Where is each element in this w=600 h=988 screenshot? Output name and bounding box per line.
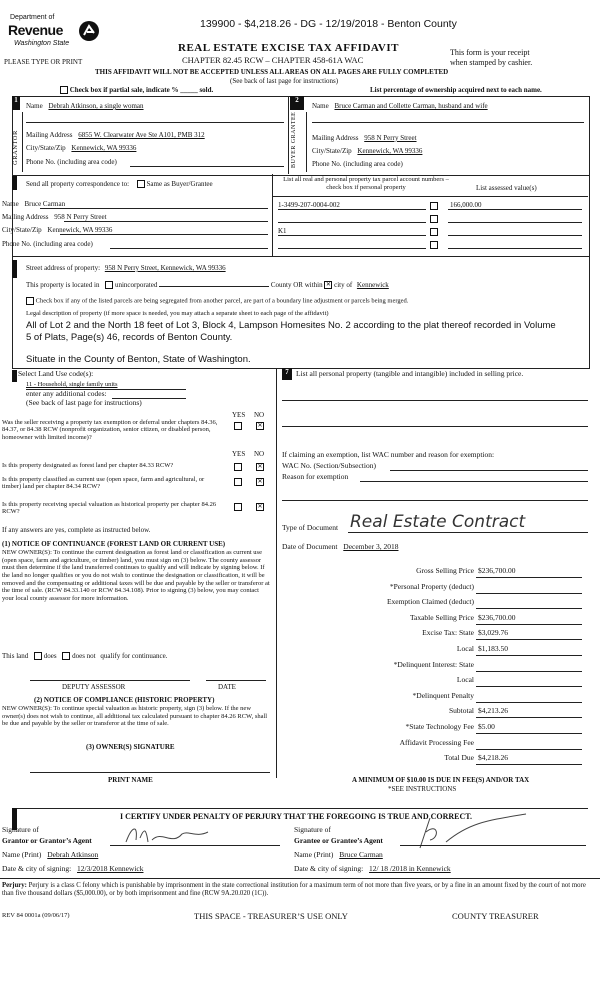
tax-row (282, 597, 588, 611)
grantee-side-label: BUYER GRANTEE (291, 111, 297, 168)
notice-2-text: NEW OWNER(S): To continue special valuation as historic property, sign (3) below. If the new owner(s) does not wish to continue, all additional tax calculated pursuant to chapter 84.26 RCW, shall be due and payable by the seller or transferor at the time of sale. (2, 705, 268, 728)
tax-row (282, 628, 588, 642)
grantor-date-value[interactable]: 12/3/2018 Kennewick (77, 864, 144, 873)
agency-line3: Washington State (14, 40, 70, 47)
does-not-checkbox[interactable] (62, 652, 70, 660)
seller-mailing (26, 131, 205, 139)
parcel-number[interactable]: K1 (278, 227, 287, 235)
grantor-name-label: Name (Print) (2, 850, 42, 859)
grantee-date (294, 865, 481, 874)
treasurer-space: THIS SPACE - TREASURER’S USE ONLY (194, 911, 348, 921)
q4-yes-checkbox[interactable] (234, 503, 242, 511)
same-as-buyer-checkbox[interactable] (137, 180, 145, 188)
receipt-note-1: This form is your receipt (450, 48, 530, 57)
buyer-mailing-label: Mailing Address (312, 134, 359, 142)
q2-yes-checkbox[interactable] (234, 463, 242, 471)
parcel-header: List all real and personal property tax parcel account numbers – check box if personal property (283, 176, 449, 191)
question-1: Was the seller receiving a property tax exemption or deferral under chapters 84.36, 84.37, or 84.38 RCW (nonprofit organization, senior citizen, or disabled person, homeowner with limited income)? (2, 419, 218, 441)
same-as-buyer-label: Same as Buyer/Grantee (146, 180, 213, 188)
seller-name-label: Name (26, 102, 43, 110)
q3-yes-checkbox[interactable] (234, 478, 242, 486)
corr-city-label: City/State/Zip (2, 226, 42, 234)
does-checkbox[interactable] (34, 652, 42, 660)
agency-logo (8, 14, 98, 54)
county-treasurer: COUNTY TREASURER (452, 911, 539, 921)
certify-text: I CERTIFY UNDER PENALTY OF PERJURY THAT THE FOREGOING IS TRUE AND CORRECT. (120, 812, 473, 821)
buyer-phone-label: Phone No. (including area code) (312, 160, 403, 168)
grantee-name (294, 851, 493, 860)
question-2: Is this property designated as forest land per chapter 84.33 RCW? (2, 462, 174, 469)
situate-text: Situate in the County of Benton, State of Washington. (26, 354, 251, 365)
document-date (282, 543, 398, 552)
segregated-line (26, 297, 408, 305)
tax-row-label: Affidavit Processing Fee (399, 737, 474, 747)
tax-row-label: Gross Selling Price (416, 566, 474, 575)
print-note: PLEASE TYPE OR PRINT (4, 58, 83, 66)
seller-mailing-value[interactable]: 6855 W. Clearwater Ave Ste A101, PMB 312 (78, 131, 205, 139)
corr-name-label: Name (2, 200, 19, 208)
tax-row-label: Local (456, 675, 474, 685)
perjury-text: Perjury is a class C felony which is punishable by imprisonment in the state correctional institution for a maximum term of not more than five years, or by a fine in an amount fixed by the court of not more than five thousand dollars ($5,000.00), or by both imprisonment and fine (RCW 9A.20.020 (1C)). (2, 882, 586, 898)
grantor-sig-label-1: Signature of (2, 825, 39, 834)
located-prefix: This property is located in (26, 281, 100, 289)
partial-sale (60, 86, 213, 94)
personal-property-label: List all personal property (tangible and intangible) included in selling price. (296, 369, 524, 378)
county-within-label: County OR within (270, 281, 323, 289)
grantee-sig-label-2: Grantee or Grantee’s Agent (294, 836, 383, 845)
grantor-name-value[interactable]: Debrah Atkinson (47, 850, 99, 859)
parcel-row (276, 226, 586, 238)
question-4: Is this property receiving special valuation as historical property per chapter 84.26 RCW? (2, 501, 217, 516)
location-line (26, 281, 449, 289)
exemption-label: If claiming an exemption, list WAC number and reason for exemption: (282, 450, 495, 459)
grantee-name-value[interactable]: Bruce Carman (339, 850, 383, 859)
land-use-code[interactable]: 11 - Household, single family units (26, 381, 118, 388)
land-use-see-back: (See back of last page for instructions) (26, 398, 142, 407)
document-type-value[interactable]: Real Estate Contract (350, 512, 526, 532)
grantor-date (2, 865, 203, 874)
unincorporated-label: unincorporated (114, 281, 158, 289)
grantee-signature-icon[interactable] (410, 812, 530, 852)
tax-row-value[interactable]: $4,213.26 (478, 706, 508, 716)
tax-row-value[interactable]: $236,700.00 (478, 612, 516, 622)
property-city-value[interactable]: Kennewick (356, 281, 389, 289)
buyer-city (312, 147, 422, 155)
seller-phone-label: Phone No. (including area code) (26, 158, 117, 166)
document-date-label: Date of Document (282, 542, 338, 551)
yes-header-1: YES (232, 411, 246, 419)
assessed-value-header: List assessed value(s) (476, 184, 537, 192)
buyer-city-value[interactable]: Kennewick, WA 99336 (357, 147, 423, 155)
tax-row-label: Exemption Claimed (deduct) (386, 597, 474, 607)
grantee-date-value[interactable]: 12/ 18 /2018 in Kennewick (369, 864, 451, 873)
partial-sale-label: Check box if partial sale, indicate % _____ sold. (69, 86, 214, 94)
correspondence-label-text: Send all property correspondence to: (26, 180, 130, 188)
corr-city-value[interactable]: Kennewick, WA 99336 (47, 226, 113, 234)
seller-city-value[interactable]: Kennewick, WA 99336 (71, 144, 137, 152)
form-number: REV 84 0001a (09/06/17) (2, 912, 70, 919)
seller-name-value[interactable]: Debrah Atkinson, a single woman (48, 102, 144, 110)
q4-no-checkbox[interactable]: ✕ (257, 504, 263, 510)
personal-property-checkbox[interactable] (430, 215, 438, 223)
personal-property-checkbox[interactable] (430, 241, 438, 249)
land-use-label: Select Land Use code(s): (18, 369, 94, 378)
form-chapter: CHAPTER 82.45 RCW – CHAPTER 458-61A WAC (182, 55, 364, 65)
question-3: Is this property classified as current use (open space, farm and agricultural, or timber) land per chapter 84.34 RCW? (2, 476, 205, 491)
ownership-note: List percentage of ownership acquired next to each name. (370, 86, 542, 94)
see-instructions: *SEE INSTRUCTIONS (388, 785, 457, 793)
parcel-row (276, 213, 586, 225)
corr-mailing-value[interactable]: 958 N Perry Street (54, 213, 107, 221)
additional-codes: enter any additional codes: (26, 389, 107, 398)
minimum-fee-note: A MINIMUM OF $10.00 IS DUE IN FEE(S) AND/OR TAX (352, 776, 530, 784)
corr-phone-label: Phone No. (including area code) (2, 240, 93, 248)
wac-label: WAC No. (Section/Subsection) (282, 461, 376, 470)
agency-line1: Department of (10, 14, 55, 21)
any-yes-note: If any answers are yes, complete as instructed below. (2, 526, 151, 534)
tax-row (282, 753, 588, 767)
see-back-note: (See back of last page for instructions) (230, 77, 339, 85)
print-name-label: PRINT NAME (108, 776, 153, 784)
tax-row (282, 582, 588, 596)
personal-property-checkbox[interactable] (430, 202, 438, 210)
tax-row-value[interactable]: $5.00 (478, 722, 495, 731)
perjury-label: Perjury: (2, 882, 27, 889)
seller-mailing-label: Mailing Address (26, 131, 73, 139)
grantee-sig-label-1: Signature of (294, 825, 331, 834)
corr-name (2, 200, 65, 208)
legal-description-2[interactable]: 5 of Plats, Page(s) 46, records of Benton County. (26, 332, 233, 343)
q3-no-checkbox[interactable]: ✕ (257, 479, 263, 485)
recording-stamp: 139900 - $4,218.26 - DG - 12/19/2018 - Benton County (200, 18, 457, 30)
tax-row-label: Local (456, 644, 474, 653)
q1-yes-checkbox[interactable] (234, 422, 242, 430)
tax-row-label: Subtotal (448, 706, 474, 716)
tax-row-value[interactable]: $4,218.26 (478, 753, 508, 763)
tax-row (282, 706, 588, 720)
tax-row-value[interactable]: $236,700.00 (478, 566, 516, 575)
qualify-label: qualify for continuance. (100, 652, 168, 660)
does-label: does (43, 652, 57, 660)
buyer-name-value[interactable]: Bruce Carman and Collette Carman, husband and wife (334, 102, 488, 110)
parcel-row (276, 200, 586, 212)
seller-name (26, 102, 144, 110)
exemption-reason-label: Reason for exemption (282, 472, 349, 481)
section-1-badge: 1 (12, 96, 20, 110)
parcel-row (276, 239, 586, 251)
q2-no-checkbox[interactable]: ✕ (257, 464, 263, 470)
segregated-checkbox[interactable] (26, 297, 34, 305)
notice-1-title: (1) NOTICE OF CONTINUANCE (FOREST LAND OR CURRENT USE) (2, 540, 226, 548)
tax-row-label: Excise Tax: State (422, 628, 474, 638)
corr-city (2, 226, 112, 234)
warning-text: THIS AFFIDAVIT WILL NOT BE ACCEPTED UNLESS ALL AREAS ON ALL PAGES ARE FULLY COMPLETED (95, 68, 449, 76)
grantee-name-label: Name (Print) (294, 850, 334, 859)
legal-description-1[interactable]: All of Lot 2 and the North 18 feet of Lot 3, Block 4, Lampson Homesites No. 2 according to the plat thereof recorded in Volume (26, 320, 556, 331)
partial-sale-checkbox[interactable] (60, 86, 68, 94)
buyer-mailing-value[interactable]: 958 N Perry Street (364, 134, 417, 142)
deputy-assessor-label: DEPUTY ASSESSOR (62, 683, 126, 691)
grantor-side-label: GRANTOR (12, 130, 19, 165)
grantor-name (2, 851, 188, 860)
street-address-value[interactable]: 958 N Perry Street, Kennewick, WA 99336 (104, 264, 226, 272)
city-of-label: city of (334, 281, 353, 289)
parcel-number[interactable]: 1-3499-207-0004-002 (278, 201, 340, 209)
tax-row (282, 675, 588, 689)
receipt-note-2: when stamped by cashier. (450, 58, 533, 67)
revenue-logo-icon (78, 20, 100, 42)
tax-row-label: Total Due (444, 753, 474, 763)
corr-mailing-label: Mailing Address (2, 213, 49, 221)
unincorporated-checkbox[interactable] (105, 281, 113, 289)
grantor-date-label: Date & city of signing: (2, 864, 72, 873)
tax-row (282, 738, 588, 752)
document-date-value[interactable]: December 3, 2018 (343, 542, 399, 551)
no-header-2: NO (254, 450, 265, 458)
legal-label: Legal description of property (if more space is needed, you may attach a separate sheet to each page of the affidavit) (26, 310, 329, 317)
yes-header-2: YES (232, 450, 246, 458)
seller-city (26, 144, 136, 152)
tax-row-label: *Delinquent Penalty (412, 690, 474, 700)
grantor-sig-label-2: Grantor or Grantor’s Agent (2, 836, 92, 845)
document-type-label: Type of Document (282, 523, 339, 532)
personal-property-checkbox[interactable] (430, 228, 438, 236)
q1-no-checkbox[interactable]: ✕ (257, 423, 263, 429)
tax-row (282, 691, 588, 705)
tax-row-label: *Personal Property (deduct) (389, 581, 474, 591)
city-checkbox[interactable]: ✕ (325, 282, 331, 289)
tax-row-label: *State Technology Fee (405, 722, 474, 731)
tax-row (282, 613, 588, 627)
tax-row (282, 722, 588, 736)
perjury-note (2, 882, 596, 899)
buyer-name-label: Name (312, 102, 329, 110)
corr-mailing (2, 213, 107, 221)
tax-row-value[interactable]: $1,183.50 (478, 644, 508, 653)
tax-row-label: *Delinquent Interest: State (393, 659, 474, 669)
assessor-date-label: DATE (218, 683, 236, 691)
buyer-mailing (312, 134, 417, 142)
this-land-label: This land (2, 652, 29, 660)
correspondence-label (26, 180, 213, 188)
notice-2-title: (2) NOTICE OF COMPLIANCE (HISTORIC PROPERTY) (34, 696, 215, 704)
owner-signature-label: (3) OWNER(S) SIGNATURE (86, 743, 175, 751)
street-address-label: Street address of property: (26, 264, 101, 272)
no-header-1: NO (254, 411, 265, 419)
notice-1-text: NEW OWNER(S): To continue the current designation as forest land or classification as current use (open space, farm and agriculture, or timber) land, you must sign on (3) below. The county assessor must then determine if the land transferred continues to qualify and will indicate by signing below. If the land no longer qualifies or you do not wish to continue the designation or classification, it will be removed and the compensating or additional taxes will be due and payable by the seller or transferor at the time of sale. (RCW 84.33.140 or RCW 84.34.108). Prior to signing (3) below, you may contact your local county assessor for more information. (2, 549, 270, 602)
agency-line2: Revenue (8, 22, 63, 38)
corr-name-value[interactable]: Bruce Carman (24, 200, 66, 208)
tax-row (282, 660, 588, 674)
section-2-badge: 2 (290, 96, 304, 110)
continuance-line (2, 652, 167, 660)
seller-city-label: City/State/Zip (26, 144, 66, 152)
form-title: REAL ESTATE EXCISE TAX AFFIDAVIT (178, 42, 399, 54)
tax-row-value[interactable]: $3,029.76 (478, 628, 508, 638)
tax-row (282, 644, 588, 658)
tax-row-label: Taxable Selling Price (409, 612, 474, 622)
section-7-badge: 7 (282, 368, 292, 380)
buyer-city-label: City/State/Zip (312, 147, 352, 155)
street-address (26, 264, 226, 272)
segregated-note: Check box if any of the listed parcels are being segregated from another parcel, are part of a boundary line adjustment or parcels being merged. (35, 297, 409, 305)
buyer-name (312, 102, 488, 110)
grantee-date-label: Date & city of signing: (294, 864, 364, 873)
does-not-label: does not (72, 652, 96, 660)
tax-row (282, 566, 588, 580)
parcel-assessed-value[interactable]: 166,000.00 (450, 201, 482, 209)
